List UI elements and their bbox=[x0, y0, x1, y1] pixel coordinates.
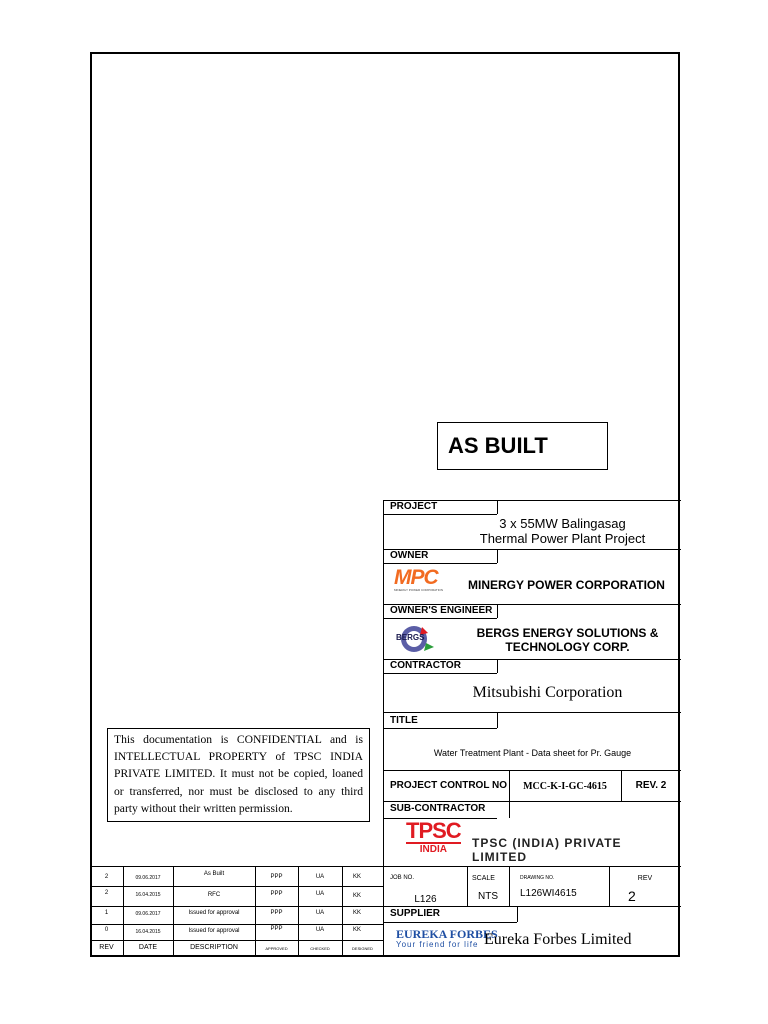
checked-cell: UA bbox=[315, 891, 325, 897]
sub-contractor-label: SUB-CONTRACTOR bbox=[390, 803, 486, 814]
header-checked: CHECKED bbox=[310, 946, 330, 951]
rev-cell: 2 bbox=[104, 874, 109, 880]
engineer-name bbox=[454, 626, 681, 654]
mpc-logo: MPC MINERGY POWER CORPORATION bbox=[394, 566, 444, 592]
tpsc-logo: TPSC INDIA bbox=[406, 818, 461, 855]
designed-cell: KK bbox=[352, 893, 361, 899]
approved-cell: PPP bbox=[270, 874, 283, 880]
header-description: DESCRIPTION bbox=[190, 944, 238, 951]
job-no: L126 bbox=[414, 894, 437, 905]
date-cell: 09.06.2017 bbox=[135, 911, 161, 917]
header-designed: DESIGNED bbox=[352, 946, 373, 951]
scale: NTS bbox=[478, 891, 498, 902]
checked-cell: UA bbox=[315, 874, 325, 880]
title-block bbox=[383, 500, 680, 957]
date-cell: 16.04.2015 bbox=[135, 892, 161, 898]
project-name bbox=[444, 516, 681, 546]
scale-label: SCALE bbox=[472, 875, 495, 882]
checked-cell: UA bbox=[315, 910, 325, 916]
project-line-2: Thermal Power Plant Project bbox=[479, 531, 646, 546]
approved-cell: PPP bbox=[270, 891, 283, 897]
rev-cell: 2 bbox=[104, 890, 109, 896]
engineer-line-2: TECHNOLOGY CORP. bbox=[505, 640, 630, 654]
rev-value: 2 bbox=[628, 888, 636, 904]
designed-cell: KK bbox=[352, 874, 361, 880]
approved-cell: PPP bbox=[270, 926, 283, 932]
title-label: TITLE bbox=[390, 715, 418, 726]
owner-name: MINERGY POWER CORPORATION bbox=[468, 578, 665, 592]
drawing-no: L126WI4615 bbox=[520, 888, 577, 899]
drawing-no-label: DRAWING NO. bbox=[520, 875, 555, 881]
project-line-1: 3 x 55MW Balingasag bbox=[499, 516, 626, 531]
designed-cell: KK bbox=[352, 910, 361, 916]
revision-table bbox=[90, 866, 383, 957]
tpsc-name: TPSC (INDIA) PRIVATE LIMITED bbox=[472, 836, 622, 864]
owners-engineer-label: OWNER'S ENGINEER bbox=[390, 605, 493, 616]
approved-cell: PPP bbox=[270, 910, 283, 916]
supplier-label: SUPPLIER bbox=[390, 908, 441, 919]
description-cell: Issued for approval bbox=[188, 928, 240, 934]
rev-cell: 0 bbox=[104, 927, 109, 933]
as-built-stamp: AS BUILT bbox=[437, 422, 608, 470]
rev-column-label: REV bbox=[637, 875, 653, 882]
job-no-label: JOB NO. bbox=[390, 875, 415, 881]
date-cell: 16.04.2015 bbox=[135, 929, 161, 935]
eureka-forbes-logo: EUREKA FORBES Your friend for life bbox=[396, 927, 498, 949]
date-cell: 09.06.2017 bbox=[135, 875, 161, 881]
bergs-logo: BERGS bbox=[394, 623, 438, 655]
contractor-name: Mitsubishi Corporation bbox=[472, 684, 623, 701]
contractor-label: CONTRACTOR bbox=[390, 660, 461, 671]
confidentiality-note: This documentation is CONFIDENTIAL and is INTELLECTUAL PROPERTY of TPSC INDIA PRIVATE LIMITED. It must not be copied, loaned or transferred, nor must be disclosed to any third party without their written permission. bbox=[107, 728, 370, 822]
rev-cell: 1 bbox=[104, 910, 109, 916]
project-label: PROJECT bbox=[390, 501, 438, 512]
supplier-name: Eureka Forbes Limited bbox=[484, 931, 632, 948]
project-control-label: PROJECT CONTROL NO bbox=[390, 780, 508, 791]
description-cell: RFC bbox=[207, 892, 221, 898]
header-rev: REV bbox=[99, 944, 114, 951]
engineer-line-1: BERGS ENERGY SOLUTIONS & bbox=[476, 626, 659, 640]
header-approved: APPROVED bbox=[265, 946, 288, 951]
drawing-title: Water Treatment Plant - Data sheet for Pr. Gauge bbox=[433, 748, 632, 758]
checked-cell: UA bbox=[315, 927, 325, 933]
header-date: DATE bbox=[138, 944, 158, 951]
description-cell: Issued for approval bbox=[188, 910, 240, 916]
owner-label: OWNER bbox=[390, 550, 429, 561]
description-cell: As Built bbox=[203, 871, 225, 877]
project-control-no: MCC-K-I-GC-4615 bbox=[523, 781, 607, 792]
rev-label: REV. 2 bbox=[635, 780, 667, 791]
designed-cell: KK bbox=[352, 927, 361, 933]
